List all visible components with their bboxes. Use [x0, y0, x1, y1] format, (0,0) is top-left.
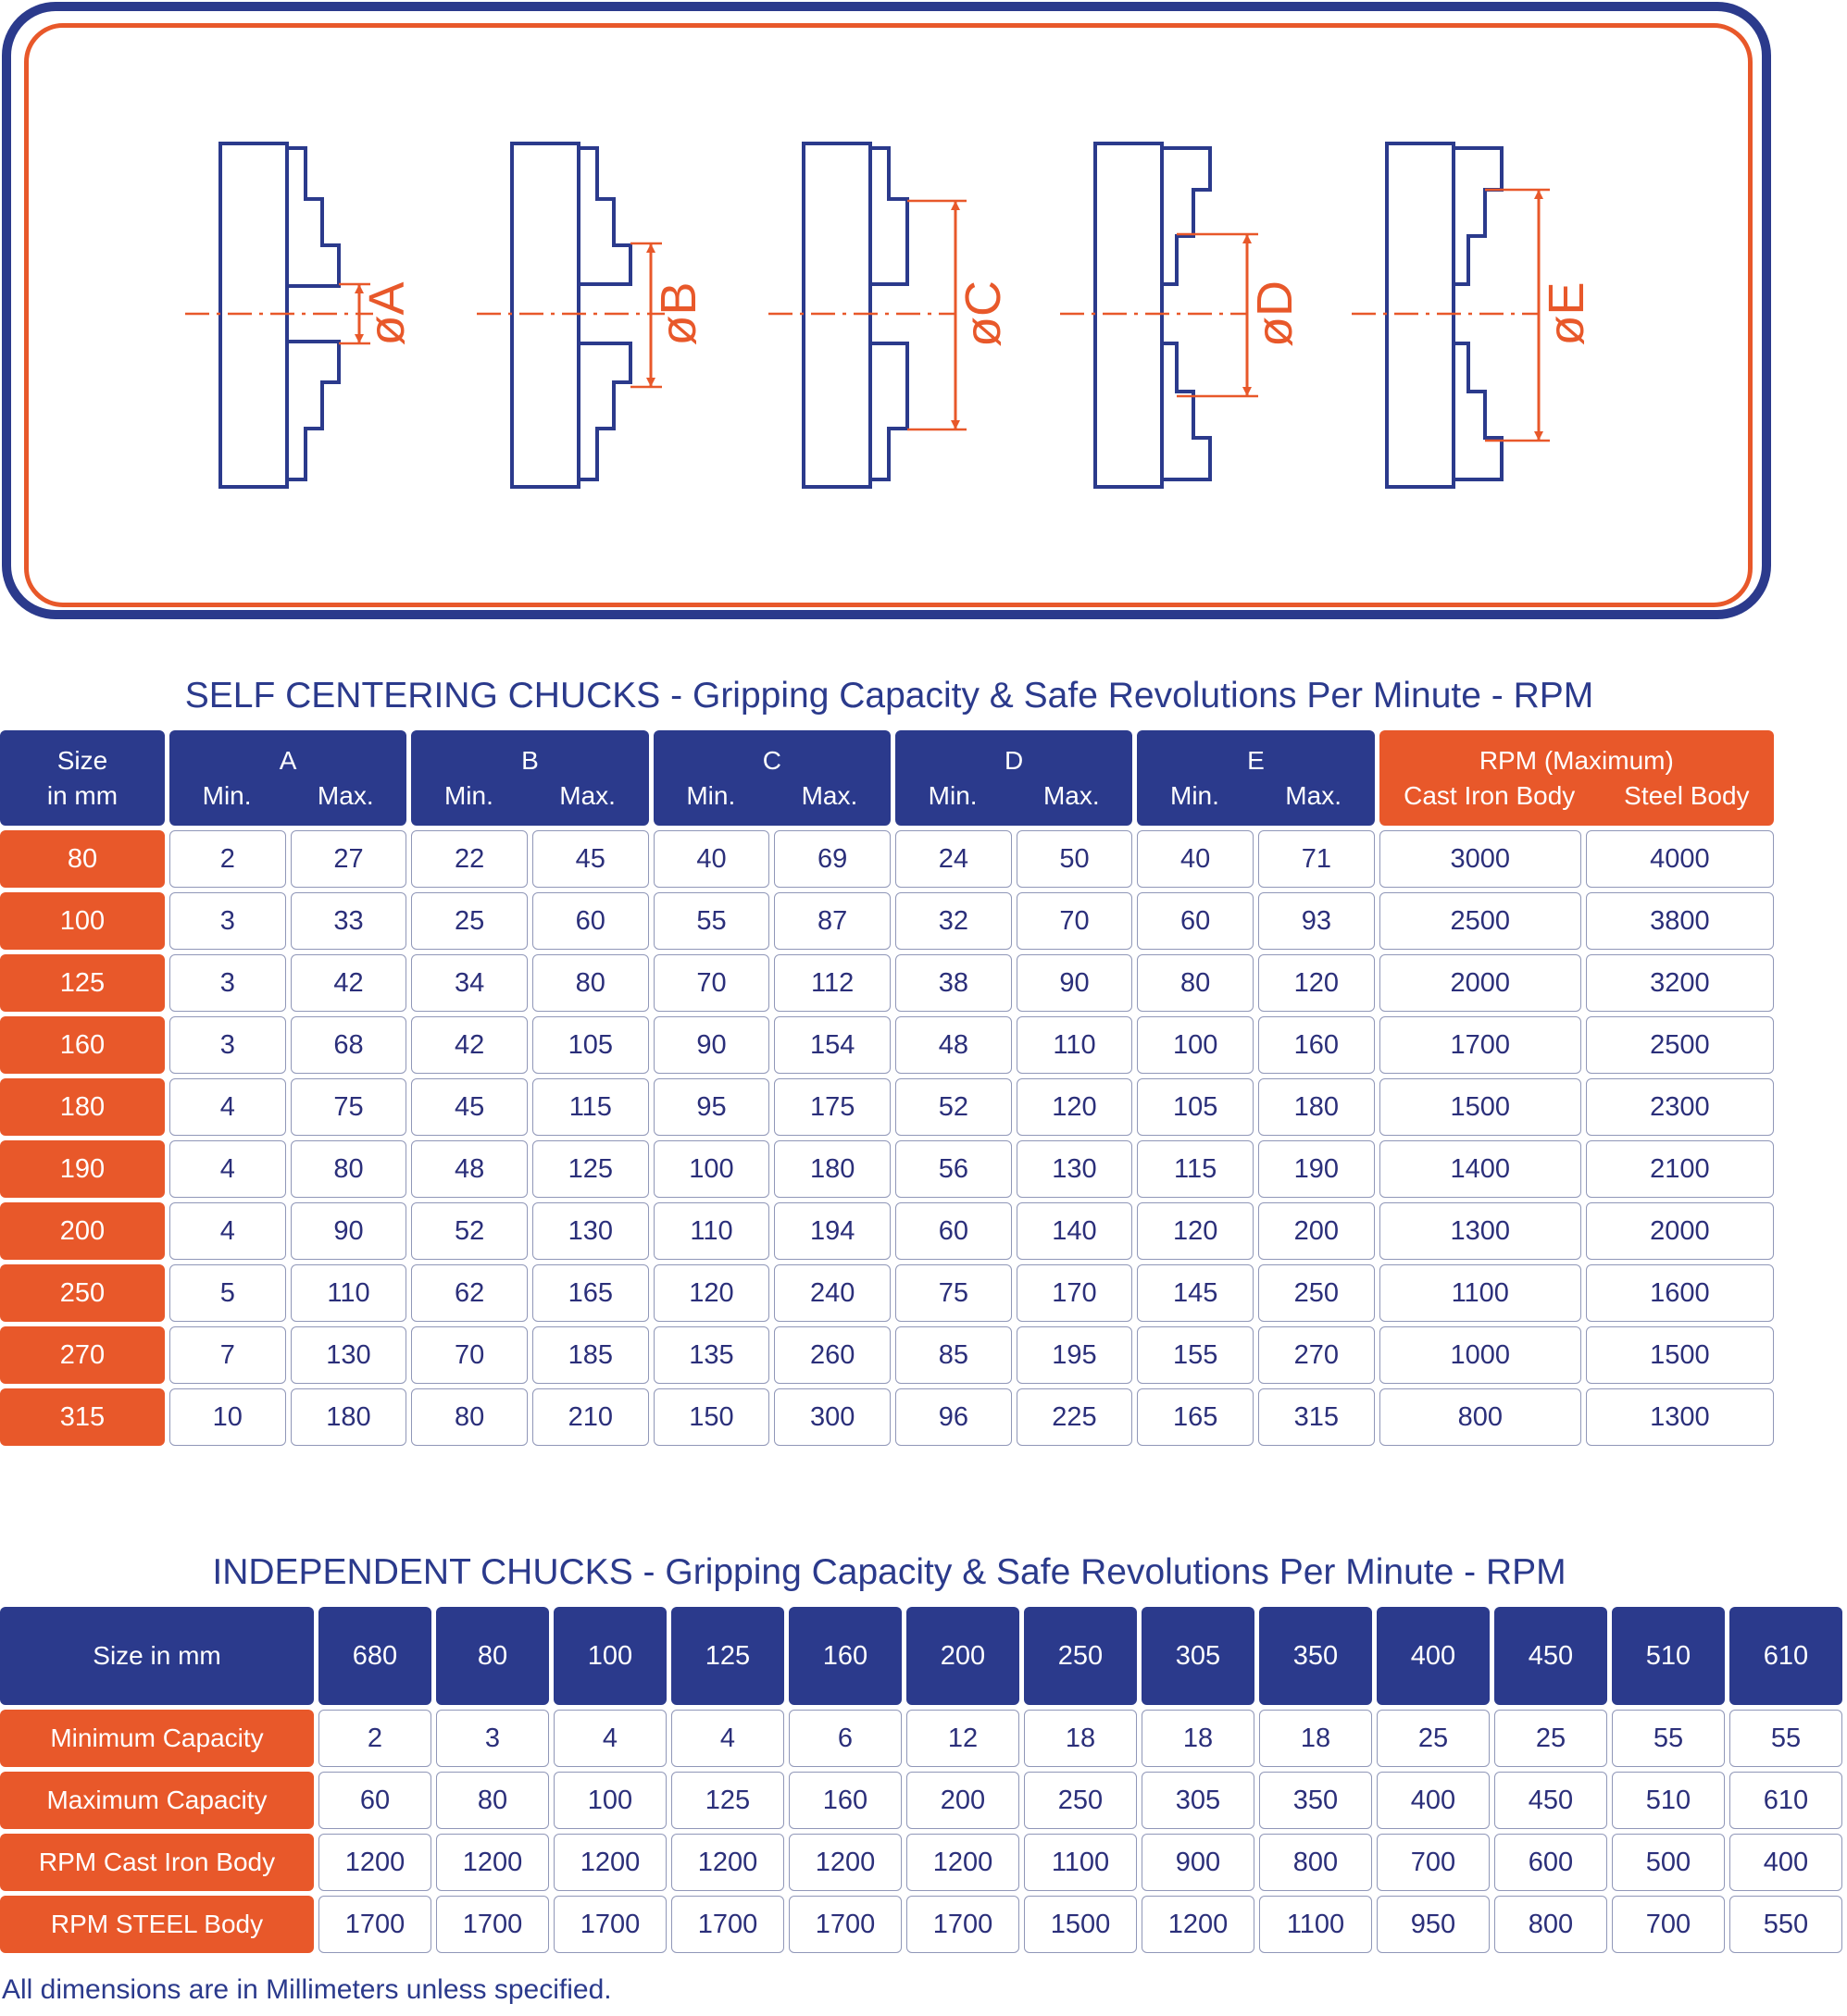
- sc-value-cell: 42: [411, 1016, 528, 1074]
- ind-value-cell: 950: [1377, 1896, 1490, 1953]
- dimension-label-1: øA: [359, 281, 415, 346]
- sc-value-cell: 52: [895, 1078, 1012, 1136]
- ind-size-header-cell: 305: [1142, 1607, 1254, 1705]
- sc-value-cell: 45: [411, 1078, 528, 1136]
- sc-rpm-steel-label: Steel Body: [1624, 780, 1750, 810]
- ind-value-cell: 600: [1494, 1834, 1607, 1891]
- sc-table-row: [0, 892, 1774, 950]
- sc-size-cell: 160: [0, 1016, 165, 1074]
- ind-value-cell: 1200: [1142, 1896, 1254, 1953]
- sc-size-cell: 80: [0, 830, 165, 888]
- dimension-label-3: øC: [955, 280, 1011, 347]
- footnote: All dimensions are in Millimeters unless specified.: [2, 1974, 612, 2005]
- ind-value-cell: 1100: [1024, 1834, 1137, 1891]
- ind-size-header-cell: 510: [1612, 1607, 1725, 1705]
- sc-value-cell: 175: [774, 1078, 891, 1136]
- sc-table-row: [0, 954, 1774, 1012]
- sc-size-cell: 200: [0, 1202, 165, 1260]
- ind-value-cell: 12: [906, 1710, 1019, 1767]
- ind-value-cell: 3: [436, 1710, 549, 1767]
- ind-value-cell: 1500: [1024, 1896, 1137, 1953]
- chuck-body-1: [220, 143, 287, 487]
- sc-value-cell: 90: [654, 1016, 770, 1074]
- sc-max-label: Max.: [1042, 780, 1100, 810]
- sc-value-cell: 27: [291, 830, 407, 888]
- sc-value-cell: 180: [1258, 1078, 1375, 1136]
- sc-value-cell: 140: [1017, 1202, 1133, 1260]
- sc-rpm-cast-label: Cast Iron Body: [1404, 780, 1576, 810]
- ind-value-cell: 6: [789, 1710, 902, 1767]
- sc-rpm-cast-cell: 1400: [1379, 1140, 1581, 1198]
- sc-value-cell: 120: [654, 1264, 770, 1322]
- sc-value-cell: 165: [532, 1264, 649, 1322]
- sc-rpm-steel-cell: 2300: [1586, 1078, 1774, 1136]
- ind-size-header-cell: 250: [1024, 1607, 1137, 1705]
- ind-value-cell: 1100: [1259, 1896, 1372, 1953]
- chuck-jaw-upper-3: [870, 148, 907, 284]
- sc-table-row: [0, 1264, 1774, 1322]
- sc-value-cell: 52: [411, 1202, 528, 1260]
- sc-value-cell: 130: [532, 1202, 649, 1260]
- ind-row-label: RPM Cast Iron Body: [0, 1834, 314, 1891]
- sc-rpm-cast-cell: 1700: [1379, 1016, 1581, 1074]
- sc-value-cell: 150: [654, 1388, 770, 1446]
- ind-value-cell: 1200: [671, 1834, 784, 1891]
- sc-rpm-steel-cell: 2500: [1586, 1016, 1774, 1074]
- chuck-body-3: [804, 143, 870, 487]
- ind-value-cell: 1700: [789, 1896, 902, 1953]
- sc-value-cell: 4: [169, 1078, 286, 1136]
- sc-value-cell: 115: [1137, 1140, 1254, 1198]
- ind-value-cell: 200: [906, 1772, 1019, 1829]
- sc-rpm-steel-cell: 1300: [1586, 1388, 1774, 1446]
- ind-size-header-cell: 80: [436, 1607, 549, 1705]
- sc-size-header-line2: in mm: [46, 780, 119, 810]
- sc-value-cell: 194: [774, 1202, 891, 1260]
- ind-value-cell: 1200: [906, 1834, 1019, 1891]
- sc-group-label-b: B: [521, 745, 539, 775]
- sc-value-cell: 210: [532, 1388, 649, 1446]
- sc-value-cell: 22: [411, 830, 528, 888]
- sc-group-label-a: A: [279, 745, 297, 775]
- sc-group-header-d: [895, 730, 1132, 826]
- chuck-jaw-upper-1: [287, 148, 339, 286]
- sc-value-cell: 85: [895, 1326, 1012, 1384]
- sc-value-cell: 4: [169, 1202, 286, 1260]
- sc-value-cell: 75: [291, 1078, 407, 1136]
- sc-value-cell: 62: [411, 1264, 528, 1322]
- sc-value-cell: 33: [291, 892, 407, 950]
- ind-size-header-cell: 160: [789, 1607, 902, 1705]
- sc-value-cell: 60: [1137, 892, 1254, 950]
- sc-value-cell: 195: [1017, 1326, 1133, 1384]
- sc-value-cell: 38: [895, 954, 1012, 1012]
- chuck-jaw-upper-4: [1162, 148, 1210, 284]
- sc-value-cell: 240: [774, 1264, 891, 1322]
- chuck-jaw-lower-3: [870, 343, 907, 479]
- sc-value-cell: 145: [1137, 1264, 1254, 1322]
- ind-value-cell: 18: [1259, 1710, 1372, 1767]
- ind-value-cell: 350: [1259, 1772, 1372, 1829]
- sc-rpm-header-label: RPM (Maximum): [1479, 745, 1674, 775]
- sc-rpm-cast-cell: 1300: [1379, 1202, 1581, 1260]
- ind-value-cell: 250: [1024, 1772, 1137, 1829]
- sc-value-cell: 260: [774, 1326, 891, 1384]
- ind-table-body: [0, 1710, 1842, 1953]
- sc-max-label: Max.: [1285, 780, 1342, 810]
- ind-value-cell: 55: [1729, 1710, 1842, 1767]
- sc-value-cell: 68: [291, 1016, 407, 1074]
- sc-value-cell: 110: [1017, 1016, 1133, 1074]
- sc-rpm-cast-cell: 2000: [1379, 954, 1581, 1012]
- sc-value-cell: 250: [1258, 1264, 1375, 1322]
- ind-size-header-cell: 350: [1259, 1607, 1372, 1705]
- sc-rpm-steel-cell: 3800: [1586, 892, 1774, 950]
- chuck-body-2: [512, 143, 579, 487]
- sc-rpm-cast-cell: 3000: [1379, 830, 1581, 888]
- ind-table-row: [0, 1710, 1842, 1767]
- sc-value-cell: 48: [411, 1140, 528, 1198]
- ind-size-header-cell: 610: [1729, 1607, 1842, 1705]
- sc-value-cell: 160: [1258, 1016, 1375, 1074]
- ind-value-cell: 550: [1729, 1896, 1842, 1953]
- ind-value-cell: 700: [1612, 1896, 1725, 1953]
- sc-value-cell: 60: [532, 892, 649, 950]
- sc-value-cell: 130: [291, 1326, 407, 1384]
- sc-rpm-cast-cell: 1100: [1379, 1264, 1581, 1322]
- sc-value-cell: 70: [411, 1326, 528, 1384]
- sc-value-cell: 105: [532, 1016, 649, 1074]
- ind-value-cell: 500: [1612, 1834, 1725, 1891]
- sc-value-cell: 7: [169, 1326, 286, 1384]
- ind-size-header-cell: 100: [554, 1607, 667, 1705]
- sc-value-cell: 165: [1137, 1388, 1254, 1446]
- sc-value-cell: 48: [895, 1016, 1012, 1074]
- sc-rpm-cast-cell: 1500: [1379, 1078, 1581, 1136]
- sc-value-cell: 190: [1258, 1140, 1375, 1198]
- sc-size-cell: 250: [0, 1264, 165, 1322]
- sc-value-cell: 100: [1137, 1016, 1254, 1074]
- sc-value-cell: 4: [169, 1140, 286, 1198]
- sc-value-cell: 2: [169, 830, 286, 888]
- sc-value-cell: 80: [532, 954, 649, 1012]
- sc-value-cell: 200: [1258, 1202, 1375, 1260]
- sc-rpm-steel-cell: 2100: [1586, 1140, 1774, 1198]
- self-centering-title-bold: SELF CENTERING CHUCKS: [184, 676, 661, 716]
- sc-value-cell: 95: [654, 1078, 770, 1136]
- sc-value-cell: 60: [895, 1202, 1012, 1260]
- sc-value-cell: 70: [654, 954, 770, 1012]
- sc-value-cell: 40: [1137, 830, 1254, 888]
- sc-min-label: Min.: [443, 780, 493, 810]
- sc-max-label: Max.: [317, 780, 374, 810]
- sc-rpm-steel-cell: 1600: [1586, 1264, 1774, 1322]
- self-centering-table: [0, 726, 1778, 1450]
- ind-value-cell: 18: [1142, 1710, 1254, 1767]
- chuck-jaw-lower-4: [1162, 343, 1210, 479]
- sc-value-cell: 34: [411, 954, 528, 1012]
- ind-size-header-cell: 125: [671, 1607, 784, 1705]
- sc-value-cell: 155: [1137, 1326, 1254, 1384]
- dimension-label-4: øD: [1247, 280, 1303, 347]
- ind-value-cell: 4: [671, 1710, 784, 1767]
- sc-min-label: Min.: [202, 780, 252, 810]
- ind-value-cell: 1200: [554, 1834, 667, 1891]
- ind-value-cell: 160: [789, 1772, 902, 1829]
- chuck-body-5: [1387, 143, 1454, 487]
- ind-value-cell: 510: [1612, 1772, 1725, 1829]
- chuck-body-4: [1095, 143, 1162, 487]
- sc-value-cell: 154: [774, 1016, 891, 1074]
- independent-table: [0, 1602, 1847, 1958]
- sc-table-row: [0, 1326, 1774, 1384]
- sc-rpm-header: [1379, 730, 1774, 826]
- chuck-jaw-upper-5: [1454, 148, 1502, 284]
- sc-rpm-cast-cell: 800: [1379, 1388, 1581, 1446]
- independent-title: [0, 1552, 1778, 1593]
- sc-table-row: [0, 1140, 1774, 1198]
- sc-rpm-cast-cell: 2500: [1379, 892, 1581, 950]
- sc-value-cell: 180: [774, 1140, 891, 1198]
- ind-value-cell: 1200: [789, 1834, 902, 1891]
- sc-value-cell: 80: [1137, 954, 1254, 1012]
- ind-value-cell: 18: [1024, 1710, 1137, 1767]
- ind-value-cell: 55: [1612, 1710, 1725, 1767]
- sc-rpm-steel-cell: 4000: [1586, 830, 1774, 888]
- sc-table-row: [0, 1202, 1774, 1260]
- ind-value-cell: 800: [1494, 1896, 1607, 1953]
- sc-value-cell: 105: [1137, 1078, 1254, 1136]
- independent-title-rest: - Gripping Capacity & Safe Revolutions Per Minute - RPM: [632, 1552, 1566, 1592]
- sc-value-cell: 71: [1258, 830, 1375, 888]
- sc-value-cell: 55: [654, 892, 770, 950]
- sc-rpm-cast-cell: 1000: [1379, 1326, 1581, 1384]
- sc-value-cell: 100: [654, 1140, 770, 1198]
- sc-min-label: Min.: [1170, 780, 1219, 810]
- sc-max-label: Max.: [559, 780, 616, 810]
- sc-group-header-a: [169, 730, 406, 826]
- sc-table-row: [0, 1388, 1774, 1446]
- sc-value-cell: 50: [1017, 830, 1133, 888]
- ind-value-cell: 25: [1377, 1710, 1490, 1767]
- sc-value-cell: 93: [1258, 892, 1375, 950]
- ind-table-row: [0, 1834, 1842, 1891]
- sc-size-cell: 100: [0, 892, 165, 950]
- self-centering-title-rest: - Gripping Capacity & Safe Revolutions Per Minute - RPM: [660, 676, 1594, 716]
- ind-value-cell: 60: [318, 1772, 431, 1829]
- sc-value-cell: 120: [1258, 954, 1375, 1012]
- ind-value-cell: 400: [1377, 1772, 1490, 1829]
- ind-value-cell: 1700: [906, 1896, 1019, 1953]
- ind-value-cell: 2: [318, 1710, 431, 1767]
- sc-value-cell: 56: [895, 1140, 1012, 1198]
- ind-value-cell: 1700: [436, 1896, 549, 1953]
- sc-size-cell: 180: [0, 1078, 165, 1136]
- sc-value-cell: 225: [1017, 1388, 1133, 1446]
- ind-size-header: Size in mm: [0, 1607, 314, 1705]
- sc-value-cell: 96: [895, 1388, 1012, 1446]
- sc-table-row: [0, 1016, 1774, 1074]
- ind-value-cell: 400: [1729, 1834, 1842, 1891]
- sc-min-label: Min.: [928, 780, 978, 810]
- ind-value-cell: 610: [1729, 1772, 1842, 1829]
- sc-rpm-steel-cell: 2000: [1586, 1202, 1774, 1260]
- sc-value-cell: 3: [169, 1016, 286, 1074]
- independent-title-bold: INDEPENDENT CHUCKS: [212, 1552, 633, 1592]
- sc-value-cell: 40: [654, 830, 770, 888]
- ind-size-header-cell: 200: [906, 1607, 1019, 1705]
- sc-value-cell: 3: [169, 892, 286, 950]
- ind-value-cell: 1200: [436, 1834, 549, 1891]
- sc-value-cell: 70: [1017, 892, 1133, 950]
- ind-size-header-cell: 680: [318, 1607, 431, 1705]
- sc-size-cell: 125: [0, 954, 165, 1012]
- chuck-jaw-lower-1: [287, 342, 339, 479]
- sc-value-cell: 270: [1258, 1326, 1375, 1384]
- ind-row-label: Minimum Capacity: [0, 1710, 314, 1767]
- sc-value-cell: 80: [411, 1388, 528, 1446]
- sc-value-cell: 42: [291, 954, 407, 1012]
- chuck-jaw-lower-2: [579, 343, 630, 479]
- sc-value-cell: 120: [1137, 1202, 1254, 1260]
- chuck-jaw-upper-2: [579, 148, 630, 284]
- sc-value-cell: 110: [291, 1264, 407, 1322]
- sc-size-cell: 190: [0, 1140, 165, 1198]
- sc-min-label: Min.: [686, 780, 736, 810]
- dimension-label-5: øE: [1539, 281, 1594, 346]
- sc-value-cell: 3: [169, 954, 286, 1012]
- sc-table-body: [0, 830, 1774, 1446]
- sc-size-header-line1: Size: [56, 745, 108, 775]
- ind-value-cell: 80: [436, 1772, 549, 1829]
- sc-table-row: [0, 830, 1774, 888]
- ind-row-label: RPM STEEL Body: [0, 1896, 314, 1953]
- ind-value-cell: 900: [1142, 1834, 1254, 1891]
- ind-value-cell: 100: [554, 1772, 667, 1829]
- sc-value-cell: 110: [654, 1202, 770, 1260]
- chuck-jaw-lower-5: [1454, 343, 1502, 479]
- sc-group-label-d: D: [1005, 745, 1024, 775]
- ind-row-label: Maximum Capacity: [0, 1772, 314, 1829]
- sc-value-cell: 120: [1017, 1078, 1133, 1136]
- ind-value-cell: 1200: [318, 1834, 431, 1891]
- dimension-label-2: øB: [651, 281, 706, 346]
- ind-value-cell: 1700: [671, 1896, 784, 1953]
- sc-value-cell: 135: [654, 1326, 770, 1384]
- ind-value-cell: 4: [554, 1710, 667, 1767]
- sc-value-cell: 300: [774, 1388, 891, 1446]
- ind-value-cell: 800: [1259, 1834, 1372, 1891]
- sc-rpm-steel-cell: 1500: [1586, 1326, 1774, 1384]
- sc-group-label-c: C: [762, 745, 781, 775]
- sc-group-header-b: [411, 730, 648, 826]
- ind-size-header-cell: 400: [1377, 1607, 1490, 1705]
- sc-group-header-e: [1137, 730, 1374, 826]
- ind-value-cell: 450: [1494, 1772, 1607, 1829]
- sc-size-header: [0, 730, 165, 826]
- sc-value-cell: 115: [532, 1078, 649, 1136]
- ind-value-cell: 125: [671, 1772, 784, 1829]
- sc-value-cell: 5: [169, 1264, 286, 1322]
- sc-group-header-c: [654, 730, 891, 826]
- sc-value-cell: 25: [411, 892, 528, 950]
- sc-value-cell: 90: [1017, 954, 1133, 1012]
- ind-value-cell: 25: [1494, 1710, 1607, 1767]
- ind-size-header-cell: 450: [1494, 1607, 1607, 1705]
- self-centering-title: [0, 676, 1778, 716]
- ind-value-cell: 1700: [318, 1896, 431, 1953]
- ind-table-row: [0, 1772, 1842, 1829]
- sc-size-cell: 315: [0, 1388, 165, 1446]
- sc-value-cell: 315: [1258, 1388, 1375, 1446]
- sc-max-label: Max.: [801, 780, 858, 810]
- sc-value-cell: 24: [895, 830, 1012, 888]
- sc-table-row: [0, 1078, 1774, 1136]
- ind-value-cell: 1700: [554, 1896, 667, 1953]
- sc-value-cell: 80: [291, 1140, 407, 1198]
- sc-value-cell: 112: [774, 954, 891, 1012]
- sc-value-cell: 185: [532, 1326, 649, 1384]
- ind-value-cell: 305: [1142, 1772, 1254, 1829]
- ind-value-cell: 700: [1377, 1834, 1490, 1891]
- sc-value-cell: 10: [169, 1388, 286, 1446]
- sc-value-cell: 32: [895, 892, 1012, 950]
- sc-value-cell: 125: [532, 1140, 649, 1198]
- sc-group-label-e: E: [1247, 745, 1265, 775]
- sc-size-cell: 270: [0, 1326, 165, 1384]
- sc-value-cell: 45: [532, 830, 649, 888]
- sc-value-cell: 75: [895, 1264, 1012, 1322]
- sc-value-cell: 170: [1017, 1264, 1133, 1322]
- sc-value-cell: 69: [774, 830, 891, 888]
- sc-value-cell: 90: [291, 1202, 407, 1260]
- sc-value-cell: 87: [774, 892, 891, 950]
- sc-rpm-steel-cell: 3200: [1586, 954, 1774, 1012]
- sc-value-cell: 130: [1017, 1140, 1133, 1198]
- chuck-diagram: [0, 0, 1778, 629]
- sc-value-cell: 180: [291, 1388, 407, 1446]
- ind-table-row: [0, 1896, 1842, 1953]
